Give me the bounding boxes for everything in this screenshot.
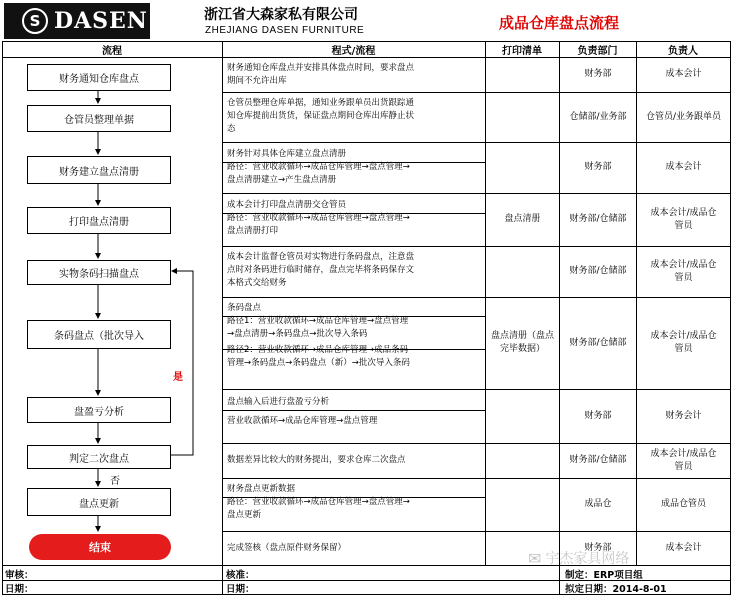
- dept-row-4: 财务部/仓储部: [569, 214, 627, 224]
- flow-end: 结束: [29, 534, 171, 560]
- person-row-7: 财务会计: [665, 410, 702, 421]
- col-header-print-list: 打印清单: [502, 46, 542, 57]
- dept-row-9: 成品仓: [584, 499, 612, 509]
- col-header-flow: 流程: [102, 46, 122, 57]
- person-row-4: 成本会计/成品仓管员: [650, 207, 717, 231]
- person-row-1: 成本会计: [665, 69, 702, 79]
- procedure-row-2: 仓管员整理仓库单据，通知业务跟单员出货跟踪通 知仓库提前出货货，保证盘点期间仓库出库静止状 态: [227, 98, 415, 134]
- procedure-row-4: 成本会计打印盘点清册交仓管员 路径：营业收款循环→成品仓库管理→盘点管理→ 盘点清册打印: [227, 200, 410, 236]
- decision-yes-label: 是: [173, 372, 183, 383]
- procedure-row-3: 财务针对具体仓库建立盘点清册 路径：营业收款循环→成品仓库管理→盘点管理→ 盘点清册建立→产生盘点清册: [227, 149, 410, 185]
- flow-step-barcode-scan: 实物条码扫描盘点: [27, 260, 171, 285]
- procedure-row-7: 盘点输入后进行盘盈亏分析 营业收款循环→成品仓库管理→盘点管理: [227, 397, 378, 426]
- person-row-3: 成本会计: [665, 162, 702, 172]
- document-title: 成品仓库盘点流程: [499, 14, 620, 32]
- person-row-9: 成品仓管员: [660, 499, 706, 509]
- company-name-en: ZHEJIANG DASEN FURNITURE: [205, 25, 365, 36]
- procedure-row-10: 完成签核（盘点原件财务保留）: [227, 543, 347, 553]
- procedure-row-5: 成本会计监督仓管员对实物进行条码盘点，注意盘 点时对条码进行临时储存，盘点完毕将条码保存文 本格式交给财务: [227, 252, 415, 288]
- procedure-row-6: 条码盘点 路径1：营业收款循环→成品仓库管理→盘点管理 →盘点清册→条码盘点→批次导入条码 路径2：营业收款循环→成品仓库管理→成品条码 管理→条码盘点→条码盘点（新）→批次导入条码: [227, 303, 410, 368]
- col-header-department: 负责部门: [577, 46, 618, 57]
- wechat-icon: ✉: [528, 548, 542, 568]
- footer-approve: 核准：: [226, 570, 255, 581]
- flow-step-notify-inventory: 财务通知仓库盘点: [27, 64, 171, 91]
- flow-step-batch-import: 条码盘点（批次导入: [27, 320, 171, 349]
- dept-row-2: 仓储部/业务部: [569, 111, 627, 122]
- flow-step-create-count-register: 财务建立盘点清册: [27, 156, 171, 184]
- print-list-row-4: 盘点清册: [504, 214, 541, 224]
- procedure-row-8: 数据差异比较大的财务提出，要求仓库二次盘点: [227, 455, 406, 465]
- dept-row-3: 财务部: [584, 162, 612, 172]
- dept-row-10: 财务部: [584, 542, 612, 553]
- dept-row-1: 财务部: [584, 69, 612, 79]
- procedure-row-1: 财务通知仓库盘点并安排具体盘点时间，要求盘点 期间不允许出库: [227, 63, 415, 86]
- footer-prepared-by: 制定：ERP项目组: [565, 570, 643, 581]
- person-row-2: 仓管员/业务跟单员: [645, 111, 722, 122]
- person-row-8: 成本会计/成品仓管员: [650, 448, 717, 472]
- footer-review: 审核：: [5, 570, 34, 581]
- flow-step-print-count-register: 打印盘点清册: [27, 207, 171, 234]
- flow-step-organize-documents: 仓管员整理单据: [27, 105, 171, 132]
- footer-date-2: 日期：: [226, 584, 255, 595]
- person-row-6: 成本会计/成品仓管员: [650, 331, 717, 354]
- person-row-5: 成本会计/成品仓管员: [650, 259, 717, 283]
- company-name-cn: 浙江省大森家私有限公司: [204, 7, 358, 23]
- flow-step-variance-analysis: 盘盈亏分析: [27, 397, 171, 423]
- dept-row-8: 财务部/仓储部: [569, 455, 627, 465]
- watermark: ✉ 宇杰家具网络: [528, 548, 630, 568]
- col-header-person: 负责人: [668, 46, 698, 57]
- footer-date: 日期：: [5, 584, 34, 595]
- col-header-procedure: 程式/流程: [331, 46, 376, 57]
- decision-no-label: 否: [110, 476, 120, 487]
- flow-step-second-count-decision: 判定二次盘点: [27, 445, 171, 469]
- procedure-row-9: 财务盘点更新数据 路径：营业收款循环→成品仓库管理→盘点管理→ 盘点更新: [227, 484, 410, 520]
- dept-row-6: 财务部/仓储部: [569, 337, 627, 348]
- logo-text: DASEN: [54, 8, 148, 34]
- dept-row-5: 财务部/仓储部: [569, 266, 627, 276]
- dept-row-7: 财务部: [584, 410, 612, 421]
- footer-draft-date: 拟定日期：2014-8-01: [565, 584, 667, 595]
- flow-step-count-update: 盘点更新: [27, 488, 171, 516]
- person-row-10: 成本会计: [665, 542, 702, 553]
- print-list-row-6: 盘点清册（盘点完毕数据）: [490, 331, 554, 354]
- dasen-s-icon: S: [22, 8, 48, 34]
